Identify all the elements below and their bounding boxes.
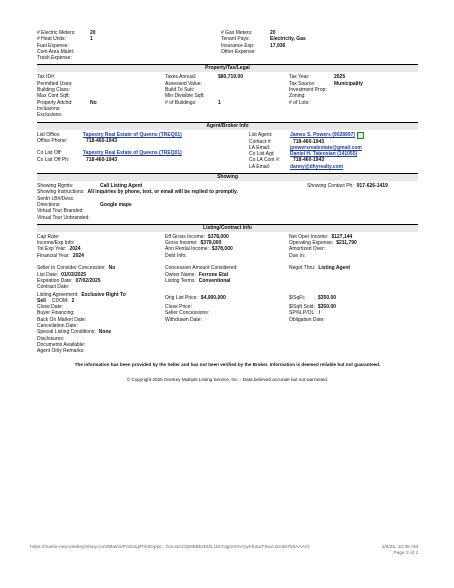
- field-value: 17,936: [270, 42, 286, 49]
- field-row: [165, 100, 289, 106]
- contact-phone: 718-460-1943: [293, 138, 325, 145]
- field-value: No: [90, 99, 97, 106]
- field-value: 20: [90, 30, 96, 36]
- field-value: $80,719.00: [218, 74, 244, 81]
- field-value: 2024: [69, 246, 81, 253]
- field-value: $378,000: [207, 233, 229, 240]
- field-label: Property Attchd:: [37, 99, 73, 106]
- field-label: $/Sqft Sold:: [289, 304, 315, 311]
- listing-agreement-label: Listing Agreement:: [37, 291, 79, 298]
- showing-contact-ph: 917-626-1419: [356, 183, 388, 190]
- field-label: Eff Gross Income:: [165, 233, 205, 240]
- showing-instructions-label: Showing Instructions:: [37, 189, 85, 196]
- field-row: [165, 317, 289, 323]
- section-listing-contract: Listing/Contract Info: [37, 224, 418, 232]
- field-label: Tax Source:: [289, 80, 316, 87]
- field-label: Cap Rate:: [37, 233, 60, 240]
- field-label: Assessed Value:: [165, 80, 202, 87]
- field-row: [221, 49, 418, 55]
- field-row: [37, 348, 165, 354]
- showing-info: [37, 183, 418, 221]
- co-la-contact: 718-460-1943: [293, 157, 325, 164]
- field-row: [37, 112, 165, 118]
- field-label: Tenant Pays:: [221, 36, 250, 43]
- field-label: Special Listing Conditions:: [37, 329, 96, 336]
- ptl-col-2: [165, 74, 289, 118]
- disclaimer: The information has been provided by the Seller and has not been verified by the Broker. Information is deemed reliable but not guaranteed.: [74, 362, 381, 368]
- field-label: Obligation Date:: [289, 316, 325, 323]
- lc1-col-2: [165, 234, 289, 259]
- field-value: Electricity, Gas: [270, 36, 306, 43]
- office-phone: 718-460-1943: [86, 137, 118, 144]
- field-label: Trash Expense:: [37, 55, 72, 62]
- field-label: Disclosures:: [37, 335, 65, 342]
- field-label: Permitted Uses:: [37, 80, 73, 87]
- field-value: $211,790: [336, 240, 357, 247]
- expense-info: [37, 30, 418, 61]
- sqft-block: [289, 292, 418, 305]
- co-la-contact-label: Co LA Cont #:: [249, 157, 281, 164]
- field-label: Ann Rental Income:: [165, 246, 209, 253]
- field-label: Exclusions:: [37, 112, 63, 119]
- expense-left-col: [37, 30, 221, 61]
- footer-datetime: 1/6/25, 10:38 AM: [381, 545, 418, 550]
- expense-right-col: [221, 30, 418, 61]
- showing-rqmts: Call Listing Agent: [100, 183, 143, 190]
- field-row: [37, 284, 165, 290]
- field-label: Debt Info:: [165, 252, 187, 259]
- showing-contact-ph-label: Showing Contact Ph:: [307, 183, 354, 190]
- field-label: Investment Prop:: [289, 87, 327, 94]
- field-label: # of Buildings:: [165, 99, 197, 106]
- field-label: Tax ID#:: [37, 74, 56, 81]
- field-value: $350.00: [317, 304, 336, 311]
- co-list-office-link[interactable]: Tapestry Real Estate of Queens (TREQ01): [83, 150, 182, 157]
- field-row: [165, 253, 289, 259]
- copyright: © Copyright 2025 OneKey Multiple Listing Service, Inc. - Data believed accurate but not warranted.: [126, 376, 329, 382]
- field-label: Financial Year:: [37, 252, 70, 259]
- field-label: Close Date:: [37, 304, 64, 311]
- field-value: 1: [90, 36, 93, 43]
- footer-page: Page 2 of 2: [393, 551, 418, 556]
- field-value: No: [108, 265, 116, 272]
- field-label: Agent Only Remarks:: [37, 348, 85, 355]
- footer-right: [382, 545, 418, 557]
- field-value: Conventional: [198, 277, 231, 284]
- la-email-label: LA Email:: [249, 144, 271, 151]
- field-value: None: [98, 329, 112, 336]
- contact-label: Contact #:: [249, 138, 272, 145]
- field-row: [289, 317, 418, 323]
- field-value: $378,000: [211, 246, 233, 253]
- ptl-col-3: [289, 74, 418, 118]
- showing-instructions: All inquiries by phone, text, or email will be replied to promptly.: [87, 189, 238, 196]
- section-agent-broker: Agent/Broker Info: [37, 122, 418, 130]
- lc3-col-1: [37, 304, 165, 354]
- field-value: 01/03/2025: [61, 271, 87, 278]
- co-list-office-phone-label: Co List Off Ph:: [37, 156, 70, 163]
- field-label: Close Price:: [165, 304, 192, 311]
- field-label: Documents Available:: [37, 341, 85, 348]
- agent-broker-info: [37, 132, 418, 170]
- co-la-email-link[interactable]: danny@dhyrealty.com: [290, 163, 344, 170]
- field-label: # Electric Meters:: [37, 30, 76, 36]
- co-la-email-label: LA Email:: [249, 163, 271, 170]
- field-value: $378,000: [200, 240, 222, 247]
- field-label: Seller to Consider Concession:: [37, 265, 106, 272]
- field-row: [289, 265, 418, 271]
- agent-card-icon[interactable]: [357, 132, 364, 139]
- field-row: [37, 253, 165, 259]
- listing-print-page: [37, 30, 418, 383]
- agent-col: [249, 132, 418, 170]
- orig-list-price-label: Orig List Price:: [165, 294, 198, 301]
- field-label: Gross Income:: [165, 240, 198, 247]
- list-agent-link[interactable]: James S. Powers (9028997): [290, 131, 356, 138]
- field-label: Net Oper Income:: [289, 233, 329, 240]
- list-office-label: List Office:: [37, 131, 61, 138]
- lc1-col-1: [37, 234, 165, 259]
- field-value: Listing Agent: [318, 265, 351, 272]
- office-phone-label: Office Phone:: [37, 137, 68, 144]
- list-agent-label: List Agent:: [249, 131, 273, 138]
- section-showing: Showing: [37, 173, 418, 181]
- lc3-col-2: [165, 304, 289, 354]
- field-label: Tax Year:: [289, 74, 310, 81]
- field-label: Seller Concessions:: [165, 310, 210, 317]
- co-list-office-phone: 718-460-1943: [86, 156, 118, 163]
- field-label: Insurance Exp:: [221, 42, 255, 49]
- orig-price-block: [165, 292, 289, 305]
- sentri-label: Sentri LB#/Desc:: [37, 195, 75, 202]
- la-email-link[interactable]: jpowersrealestate@gmail.com: [290, 144, 362, 151]
- co-list-office-label: Co List Off:: [37, 150, 62, 157]
- field-value: 07/02/2025: [75, 277, 101, 284]
- field-label: SP%LP/OL:: [289, 310, 316, 317]
- field-label: Tot Exp Year:: [37, 246, 67, 253]
- field-row: [289, 253, 418, 259]
- field-label: Negot Thru:: [289, 265, 316, 272]
- sqft-value: $350.00: [318, 294, 337, 301]
- listing-agreement-block: [37, 292, 165, 305]
- field-label: # Gas Meters:: [221, 30, 253, 36]
- field-value: 2024: [72, 252, 84, 259]
- field-row: [37, 55, 221, 61]
- vt-branded-label: Virtual Tour Branded:: [37, 208, 84, 215]
- field-label: Com Area Maint:: [37, 48, 75, 55]
- field-label: List Date:: [37, 271, 59, 278]
- field-label: Contract Date:: [37, 284, 70, 291]
- field-label: Expiration Date:: [37, 277, 73, 284]
- lc2-col-1: [37, 265, 165, 290]
- field-label: Buyer Financing:: [37, 310, 75, 317]
- print-footer: [30, 545, 418, 557]
- lc1-col-3: [289, 234, 418, 259]
- field-label: Min Divisible Sqft:: [165, 93, 205, 100]
- field-label: Zoning:: [289, 93, 306, 100]
- office-col: [37, 132, 249, 170]
- field-label: Back On Market Date:: [37, 316, 87, 323]
- field-label: Withdrawn Date:: [165, 316, 202, 323]
- listing-contract-info: [37, 234, 418, 355]
- footer-url: https://matrix-new.onekeymlsny.com/Matrix/Printing/PrintOptio...GmJoACQM6Bk2EtZLlJS7xpjmXhVGyKfroIuTSwAJzmDi7k6AAAA): [30, 545, 310, 550]
- listing-agreement-b: Sell: [37, 297, 46, 304]
- field-value: $127,144: [331, 233, 353, 240]
- field-label: Inclusions:: [37, 105, 61, 112]
- field-value: /: [318, 310, 321, 317]
- field-label: Taxes Annual:: [165, 74, 197, 81]
- field-value: Municipality: [334, 80, 363, 87]
- field-label: Other Expense:: [221, 48, 256, 55]
- field-label: Listing Terms:: [165, 277, 196, 284]
- list-office-link[interactable]: Tapestry Real Estate of Queens (TREQ01): [83, 131, 182, 138]
- lc3-col-3: [289, 304, 418, 354]
- directions-value: Google maps: [100, 201, 132, 208]
- field-label: Amortized Over:: [289, 246, 326, 253]
- field-label: Income/Exp Info:: [37, 240, 75, 247]
- field-value: Ferrone Etal: [198, 271, 229, 278]
- section-property-tax-legal: Property/Tax/Legal: [37, 64, 418, 72]
- lc2-col-2: [165, 265, 289, 290]
- field-value: 2025: [334, 74, 346, 81]
- showing-rqmts-label: Showing Rgmts:: [37, 183, 74, 190]
- field-label: # Heat Units:: [37, 36, 66, 43]
- vt-unbranded-label: Virtual Tour Unbranded:: [37, 214, 90, 221]
- field-label: Owner Name:: [165, 271, 196, 278]
- field-row: [289, 100, 418, 106]
- field-label: # of Lots:: [289, 99, 310, 106]
- property-tax-legal: [37, 74, 418, 118]
- field-value: 20: [270, 30, 276, 36]
- field-row: [165, 278, 289, 284]
- cdom-value: 2: [71, 297, 75, 304]
- co-list-agent-link[interactable]: Daniel H. Tateosian (141055): [290, 151, 358, 158]
- field-label: Operating Expense:: [289, 240, 334, 247]
- listing-agreement-a: Exclusive Right To: [81, 291, 126, 298]
- field-label: Due In:: [289, 252, 306, 259]
- field-label: Max Cont Sqft:: [37, 93, 71, 100]
- field-label: Fuel Expense:: [37, 42, 69, 49]
- cdom-label: CDOM:: [51, 297, 69, 304]
- lc2-col-3: [289, 265, 418, 290]
- field-value: 1: [218, 99, 221, 106]
- sqft-label: $/SqFt:: [289, 294, 306, 301]
- directions-label: Directions:: [37, 201, 61, 208]
- co-list-agent-label: Co List Agt:: [249, 151, 275, 158]
- field-label: Cancellation Date:: [37, 322, 78, 329]
- field-label: Building Class:: [37, 87, 71, 94]
- orig-list-price: $4,900,000: [200, 294, 226, 301]
- field-label: Concession Amount Considered:: [165, 265, 238, 272]
- field-label: Build To Suit:: [165, 87, 195, 94]
- ptl-col-1: [37, 74, 165, 118]
